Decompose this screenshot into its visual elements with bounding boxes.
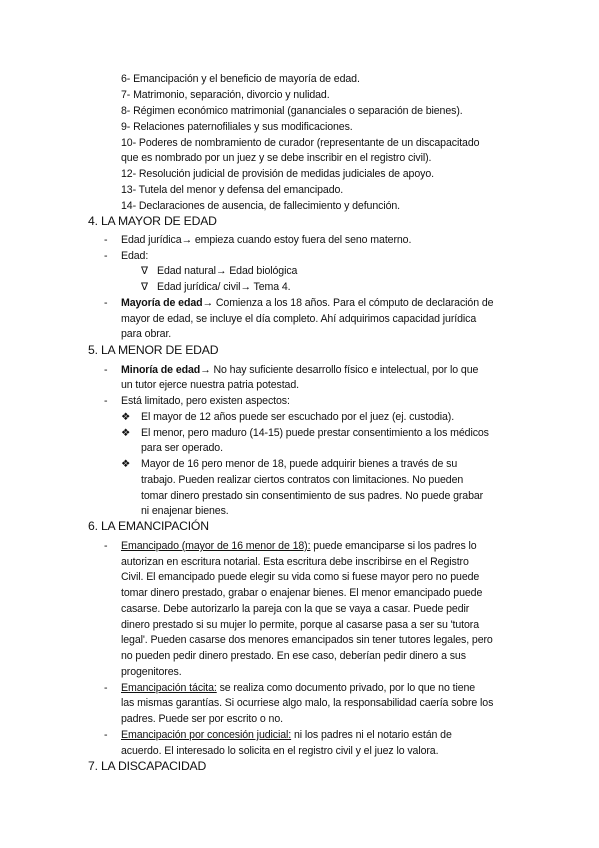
term-bold: Minoría de edad: [121, 364, 201, 376]
term-definition: se realiza como documento privado, por lo que no tiene: [216, 682, 476, 694]
term-definition: → No hay suficiente desarrollo físico e intelectual, por lo que: [200, 364, 479, 376]
list-item: 8- Régimen económico matrimonial (gananciales o separación de bienes).: [121, 105, 463, 117]
list-item: 6- Emancipación y el beneficio de mayoría de edad.: [121, 73, 360, 85]
paragraph-line: [121, 681, 475, 695]
sub-item: Mayor de 16 pero menor de 18, puede adquirir bienes a través de su: [141, 458, 458, 470]
term-underlined: Emancipación tácita:: [121, 682, 217, 694]
paragraph-line: [121, 728, 452, 742]
paragraph-line: Está limitado, pero existen aspectos:: [121, 395, 290, 407]
list-item: 10- Poderes de nombramiento de curador (representante de un discapacitado: [121, 137, 480, 149]
term-definition: puede emanciparse si los padres lo: [310, 540, 477, 552]
paragraph-line: progenitores.: [121, 666, 182, 678]
paragraph-line: mayor de edad, se incluye el día completo. Ahí adquirimos capacidad jurídica: [121, 313, 477, 325]
sub-item-continuation: trabajo. Pueden realizar ciertos contratos con limitaciones. No pueden: [141, 474, 464, 486]
paragraph-line: las mismas garantías. Si ocurriese algo malo, la responsabilidad caería sobre los: [121, 697, 494, 709]
term-definition: ni los padres ni el notario están de: [291, 729, 452, 741]
paragraph-line: [121, 296, 493, 310]
term-underlined: Emancipado (mayor de 16 menor de 18):: [121, 540, 311, 552]
dash-bullet: -: [104, 234, 108, 246]
sub-item-continuation: ni enajenar bienes.: [141, 505, 229, 517]
triangle-bullet-icon: ∇: [141, 281, 149, 293]
list-item: 14- Declaraciones de ausencia, de fallecimiento y defunción.: [121, 200, 401, 212]
list-item: 13- Tutela del menor y defensa del emancipado.: [121, 184, 344, 196]
dash-bullet: -: [104, 729, 108, 741]
term-bold: Mayoría de edad: [121, 297, 203, 309]
paragraph-line: dinero prestado si su mujer lo permite, porque al casarse pasa a ser su 'tutora: [121, 619, 480, 631]
diamond-bullet-icon: ❖: [121, 411, 131, 423]
diamond-bullet-icon: ❖: [121, 458, 131, 470]
paragraph-line: padres. Puede ser por escrito o no.: [121, 713, 283, 725]
diamond-bullet-icon: ❖: [121, 427, 131, 439]
paragraph-line: Civil. El emancipado puede elegir su vida como si fuese mayor pero no puede: [121, 571, 480, 583]
list-item: 12- Resolución judicial de provisión de medidas judiciales de apoyo.: [121, 168, 434, 180]
paragraph-line: no pueden pedir dinero prestado. En ese caso, deberían pedir dinero a sus: [121, 650, 466, 662]
dash-bullet: -: [104, 364, 108, 376]
paragraph-line: un tutor ejerce nuestra patria potestad.: [121, 379, 299, 391]
dash-bullet: -: [104, 682, 108, 694]
dash-bullet: -: [104, 297, 108, 309]
section-heading: 4. LA MAYOR DE EDAD: [88, 214, 217, 228]
dash-bullet: -: [104, 395, 108, 407]
sub-item-continuation: para ser operado.: [141, 442, 223, 454]
paragraph-line: legal'. Pueden casarse dos menores emancipados sin tener tutores legales, pero: [121, 634, 493, 646]
sub-item: Edad jurídica/ civil→ Tema 4.: [157, 281, 291, 293]
sub-item: El menor, pero maduro (14-15) puede prestar consentimiento a los médicos: [141, 427, 489, 439]
dash-bullet: -: [104, 250, 108, 262]
term-underlined: Emancipación por concesión judicial:: [121, 729, 292, 741]
paragraph-line: para obrar.: [121, 328, 172, 340]
paragraph-line: Edad:: [121, 250, 149, 262]
paragraph-line: tomar dinero prestado, grabar o enajenar bienes. El menor emancipado puede: [121, 587, 483, 599]
paragraph-line: [121, 539, 477, 553]
dash-bullet: -: [104, 540, 108, 552]
sub-item: Edad natural→ Edad biológica: [157, 265, 298, 277]
list-item: 7- Matrimonio, separación, divorcio y nulidad.: [121, 89, 330, 101]
paragraph-line: autorizan en escritura notarial. Esta escritura debe inscribirse en el Registro: [121, 556, 469, 568]
list-item: 9- Relaciones paternofiliales y sus modificaciones.: [121, 121, 353, 133]
sub-item: El mayor de 12 años puede ser escuchado por el juez (ej. custodia).: [141, 411, 455, 423]
section-heading: 6. LA EMANCIPACIÓN: [88, 519, 209, 533]
triangle-bullet-icon: ∇: [141, 265, 149, 277]
paragraph-line: acuerdo. El interesado lo solicita en el registro civil y el juez lo valora.: [121, 745, 439, 757]
sub-item-continuation: tomar dinero prestado sin consentimiento de sus padres. No puede grabar: [141, 490, 484, 502]
section-heading: 5. LA MENOR DE EDAD: [88, 343, 219, 357]
paragraph-line: Edad jurídica→ empieza cuando estoy fuera del seno materno.: [121, 234, 412, 246]
paragraph-line: [121, 363, 478, 377]
list-item-continuation: que es nombrado por un juez y se debe inscribir en el registro civil).: [121, 152, 432, 164]
paragraph-line: casarse. Debe autorizarlo la pareja con la que se vaya a casar. Puede pedir: [121, 603, 470, 615]
term-definition: → Comienza a los 18 años. Para el cómputo de declaración de: [202, 297, 494, 309]
section-heading: 7. LA DISCAPACIDAD: [88, 759, 207, 773]
